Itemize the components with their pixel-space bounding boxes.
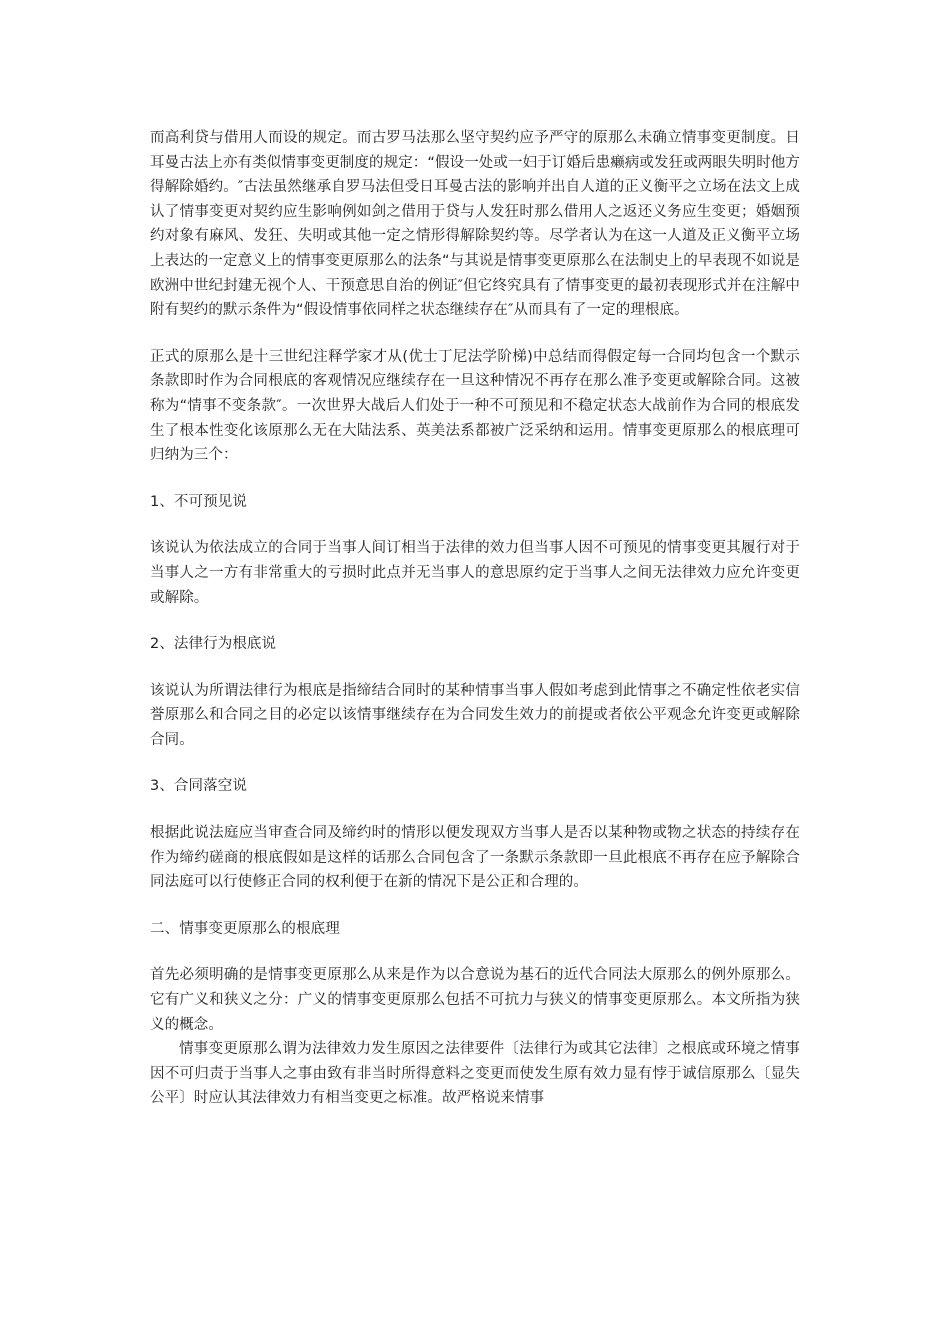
paragraph-definition: 情事变更原那么谓为法律效力发生原因之法律要件〔法律行为或其它法律〕之根底或环境之情事因不可归责于当事人之事由致有非当时所得意料之变更而使发生原有效力显有悖于诚信原那么〔显失公平〕时应认其法律效力有相当变更之标准。故严格说来情事 (150, 1041, 800, 1107)
paragraph-frustration-theory: 根据此说法庭应当审查合同及缔约时的情形以便发现双方当事人是否以某种物或物之状态的持续存在作为缔约磋商的根底假如是这样的话那么合同包含了一条默示条款即一旦此根底不再存在应予解除合同法庭可以行使修正合同的权利便于在新的情况下是公正和合理的。 (150, 825, 800, 891)
paragraph-formal-principle: 正式的原那么是十三世纪注释学家才从(优士丁尼法学阶梯)中总结而得假定每一合同均包含一个默示条款即时作为合同根底的客观情况应继续存在一旦这种情况不再存在那么准予变更或解除合同。这被称为“情事不变条款″。一次世界大战后人们处于一种不可预见和不稳定状态大战前作为合同的根底发生了根本性变化该原那么无在大陆法系、英美法系都被广泛采纳和运用。情事变更原那么的根底理可归纳为三个： (150, 348, 800, 464)
heading-unforeseeable-theory: 1、不可预见说 (150, 493, 247, 510)
paragraph-exception-principle: 首先必须明确的是情事变更原那么从来是作为以合意说为基石的近代合同法大原那么的例外原那么。它有广义和狭义之分：广义的情事变更原那么包括不可抗力与狭义的情事变更原那么。本文所指为狭义的概念。 (150, 967, 800, 1033)
paragraph-legal-act-basis-theory: 该说认为所谓法律行为根底是指缔结合同时的某种情事当事人假如考虑到此情事之不确定性依老实信誉原那么和合同之目的必定以该情事继续存在为合同发生效力的前提或者依公平观念允许变更或解除合同。 (150, 682, 800, 748)
section-heading-two: 二、情事变更原那么的根底理 (150, 920, 340, 937)
heading-legal-act-basis-theory: 2、法律行为根底说 (150, 636, 277, 653)
paragraph-unforeseeable-theory: 该说认为依法成立的合同于当事人间订相当于法律的效力但当事人因不可预见的情事变更其履行对于当事人之一方有非常重大的亏损时此点并无当事人的意思原约定于当事人之间无法律效力应允许变更或解除。 (150, 540, 800, 606)
paragraph-history: 而高利贷与借用人而设的规定。而古罗马法那么坚守契约应予严守的原那么未确立情事变更制度。日耳曼古法上亦有类似情事变更制度的规定：“假设一处或一妇于订婚后患癞病或发狂或两眼失明时他方得解除婚约。″古法虽然继承自罗马法但受日耳曼古法的影响并出自人道的正义衡平之立场在法文上成认了情事变更对契约应生影响例如剑之借用于贷与人发狂时那么借用人之返还义务应生变更；婚姻预约对象有麻风、发狂、失明或其他一定之情形得解除契约等。尽学者认为在这一人道及正义衡平立场上表达的一定意义上的情事变更原那么的法条“与其说是情事变更原那么在法制史上的早表现不如说是欧洲中世纪封建无视个人、干预意思自治的例证″但它终究具有了情事变更的最初表现形式并在注解中附有契约的默示条件为“假设情事依同样之状态继续存在″从而具有了一定的理根底。 (150, 130, 801, 319)
document-body (150, 126, 800, 1111)
heading-frustration-theory: 3、合同落空说 (150, 778, 247, 795)
